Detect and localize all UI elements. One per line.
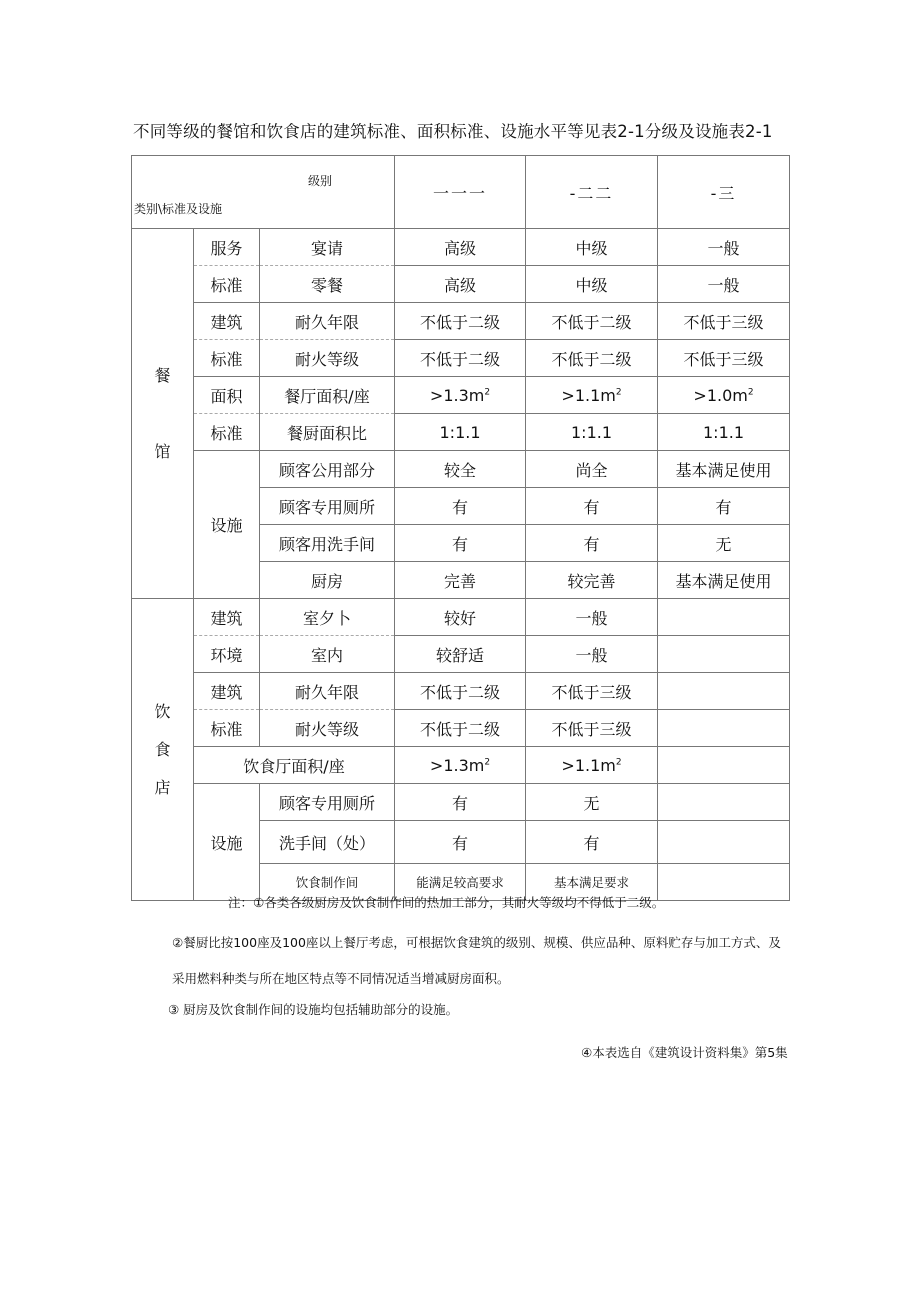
cell: 1:1.1 (658, 414, 790, 451)
item-label: 零餐 (260, 266, 395, 303)
cell: 基本满足使用 (658, 562, 790, 599)
cell: 高级 (395, 266, 526, 303)
item-label: 耐火等级 (260, 340, 395, 377)
group-label: 标准 (194, 414, 260, 451)
cell (658, 636, 790, 673)
item-label: 室内 (260, 636, 395, 673)
table-row (132, 599, 790, 636)
note-3: ③ 厨房及饮食制作间的设施均包括辅助部分的设施。 (168, 1002, 459, 1017)
cell: 一般 (658, 229, 790, 266)
table-row (132, 303, 790, 340)
cell: 基本满足要求 (526, 864, 658, 901)
table-row (132, 710, 790, 747)
item-label: 顾客专用厕所 (260, 784, 395, 821)
cell: 较完善 (526, 562, 658, 599)
group-label: 环境 (194, 636, 260, 673)
group-label: 设施 (194, 451, 260, 599)
item-label: 厨房 (260, 562, 395, 599)
cell: 不低于二级 (526, 340, 658, 377)
cell: 不低于三级 (658, 340, 790, 377)
cell: $>1.0m^2$ (658, 377, 790, 414)
cell: 有 (395, 784, 526, 821)
cell: 不低于二级 (395, 710, 526, 747)
item-label: 宴请 (260, 229, 395, 266)
group-label: 标准 (194, 340, 260, 377)
restaurant-label: 餐 馆 (132, 229, 194, 599)
item-label: 饮食制作间 (260, 864, 395, 901)
table-row (132, 451, 790, 488)
cell: 较好 (395, 599, 526, 636)
cell: 中级 (526, 229, 658, 266)
cell: 不低于二级 (395, 303, 526, 340)
cell (658, 821, 790, 864)
item-label: 顾客公用部分 (260, 451, 395, 488)
cell: 一般 (658, 266, 790, 303)
cell: 一般 (526, 636, 658, 673)
table-row (132, 340, 790, 377)
cell: 有 (526, 488, 658, 525)
cell (658, 673, 790, 710)
level-label: 级别 (308, 174, 333, 188)
note-1: 注：①各类各级厨房及饮食制作间的热加工部分，其耐火等级均不得低于二级。 (228, 895, 665, 910)
cell: 高级 (395, 229, 526, 266)
item-label: 洗手间（处） (260, 821, 395, 864)
group-label: 标准 (194, 266, 260, 303)
item-label: 饮食厅面积/座 (194, 747, 395, 784)
group-label: 建筑 (194, 673, 260, 710)
note-2: ②餐厨比按100座及100座以上餐厅考虑，可根据饮食建筑的级别、规模、供应品种、原料贮存与加工方式、及采用燃料种类与所在地区特点等不同情况适当增减厨房面积。 (172, 935, 781, 986)
cell: $>1.3m^2$ (395, 747, 526, 784)
item-label: 室夕卜 (260, 599, 395, 636)
header-diagonal-cell (132, 156, 395, 229)
table-row (132, 414, 790, 451)
cell (658, 747, 790, 784)
cell (658, 864, 790, 901)
item-label: 耐火等级 (260, 710, 395, 747)
cell: 能满足较高要求 (395, 864, 526, 901)
cell: 一般 (526, 599, 658, 636)
table-row (132, 266, 790, 303)
cell: 有 (526, 525, 658, 562)
group-label: 服务 (194, 229, 260, 266)
group-label: 设施 (194, 784, 260, 901)
table-row (132, 636, 790, 673)
category-label: 类别\标准及设施 (134, 202, 223, 216)
cell: 有 (526, 821, 658, 864)
cell: 不低于三级 (526, 673, 658, 710)
cell: 尚全 (526, 451, 658, 488)
item-label: 餐厨面积比 (260, 414, 395, 451)
table-row (132, 229, 790, 266)
cell: 较全 (395, 451, 526, 488)
cell (658, 599, 790, 636)
page-title: 不同等级的餐馆和饮食店的建筑标准、面积标准、设施水平等见表2-1分级及设施表2-1 (133, 122, 773, 141)
grade-table (131, 155, 790, 901)
cell: 较舒适 (395, 636, 526, 673)
cell: $>1.1m^2$ (526, 747, 658, 784)
cell: 基本满足使用 (658, 451, 790, 488)
note-4: ④本表选自《建筑设计资料集》第5集 (581, 1045, 788, 1060)
cell: 不低于三级 (658, 303, 790, 340)
cell: 有 (395, 525, 526, 562)
group-label: 建筑 (194, 599, 260, 636)
item-label: 餐厅面积/座 (260, 377, 395, 414)
cell: 有 (395, 821, 526, 864)
cell: $>1.1m^2$ (526, 377, 658, 414)
cell: 不低于三级 (526, 710, 658, 747)
cell: 有 (395, 488, 526, 525)
table-row (132, 747, 790, 784)
cell: 不低于二级 (395, 340, 526, 377)
item-label: 顾客专用厕所 (260, 488, 395, 525)
cell: 无 (526, 784, 658, 821)
cell: 不低于二级 (395, 673, 526, 710)
cell: 完善 (395, 562, 526, 599)
table-row (132, 673, 790, 710)
cell: 有 (658, 488, 790, 525)
item-label: 顾客用洗手间 (260, 525, 395, 562)
header-row (132, 156, 790, 229)
item-label: 耐久年限 (260, 673, 395, 710)
cell (658, 710, 790, 747)
group-label: 面积 (194, 377, 260, 414)
cell: 1:1.1 (395, 414, 526, 451)
cell: 中级 (526, 266, 658, 303)
grade-2-header: -二二 (526, 156, 658, 229)
cell (658, 784, 790, 821)
grade-1-header: 一一一 (395, 156, 526, 229)
foodshop-label: 饮 食 店 (132, 599, 194, 901)
item-label: 耐久年限 (260, 303, 395, 340)
group-label: 标准 (194, 710, 260, 747)
cell: 不低于二级 (526, 303, 658, 340)
cell: $>1.3m^2$ (395, 377, 526, 414)
table-row (132, 377, 790, 414)
grade-3-header: -三 (658, 156, 790, 229)
cell: 1:1.1 (526, 414, 658, 451)
group-label: 建筑 (194, 303, 260, 340)
cell: 无 (658, 525, 790, 562)
table-row (132, 784, 790, 821)
